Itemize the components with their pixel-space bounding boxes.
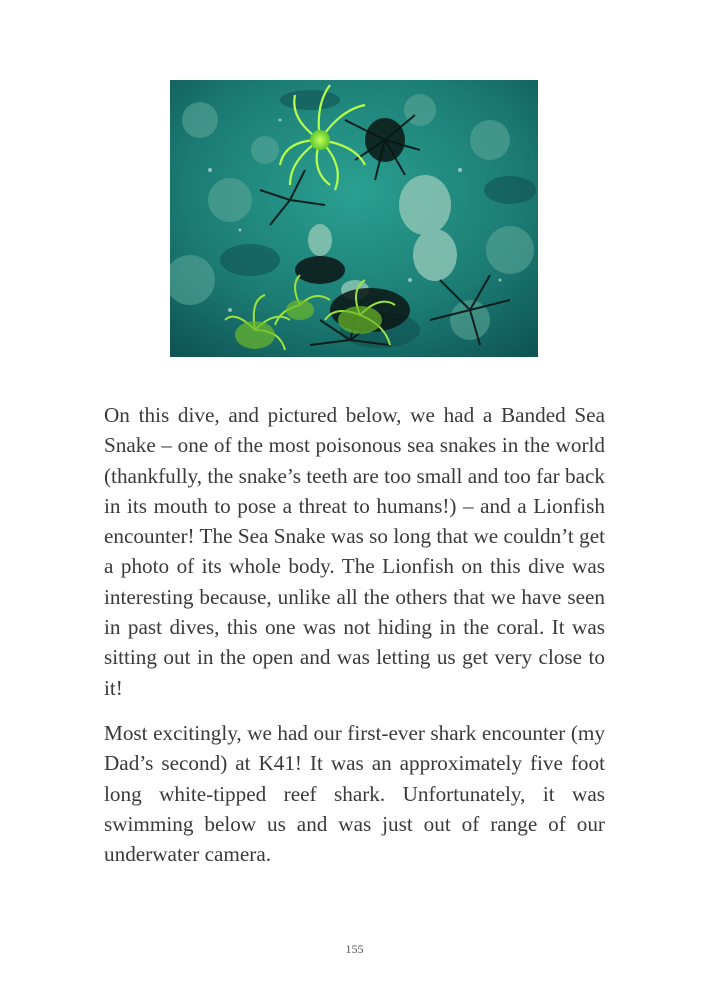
body-text bbox=[104, 400, 605, 869]
coral-reef-illustration bbox=[170, 80, 538, 357]
paragraph-sea-snake-lionfish: On this dive, and pictured below, we had a Banded Sea Snake – one of the most poisonous sea snakes in the world (thankfully, the snake’s teeth are too small and too far back in its mouth to pose a threat to humans!) – and a Lionfish encounter! The Sea Snake was so long that we couldn’t get a photo of its whole body. The Lionfish on this dive was interesting because, unlike all the others that we have seen in past dives, this one was not hiding in the coral. It was sitting out in the open and was letting us get very close to it! bbox=[104, 403, 605, 700]
paragraph-shark-encounter: Most excitingly, we had our first-ever shark encounter (my Dad’s second) at K41! It was an approximately five foot long white-tipped reef shark. Unfortunately, it was swimming below us and was just out of range of our underwater camera. bbox=[104, 720, 605, 867]
coral-reef-photo bbox=[170, 80, 538, 357]
page-number: 155 bbox=[345, 942, 364, 956]
